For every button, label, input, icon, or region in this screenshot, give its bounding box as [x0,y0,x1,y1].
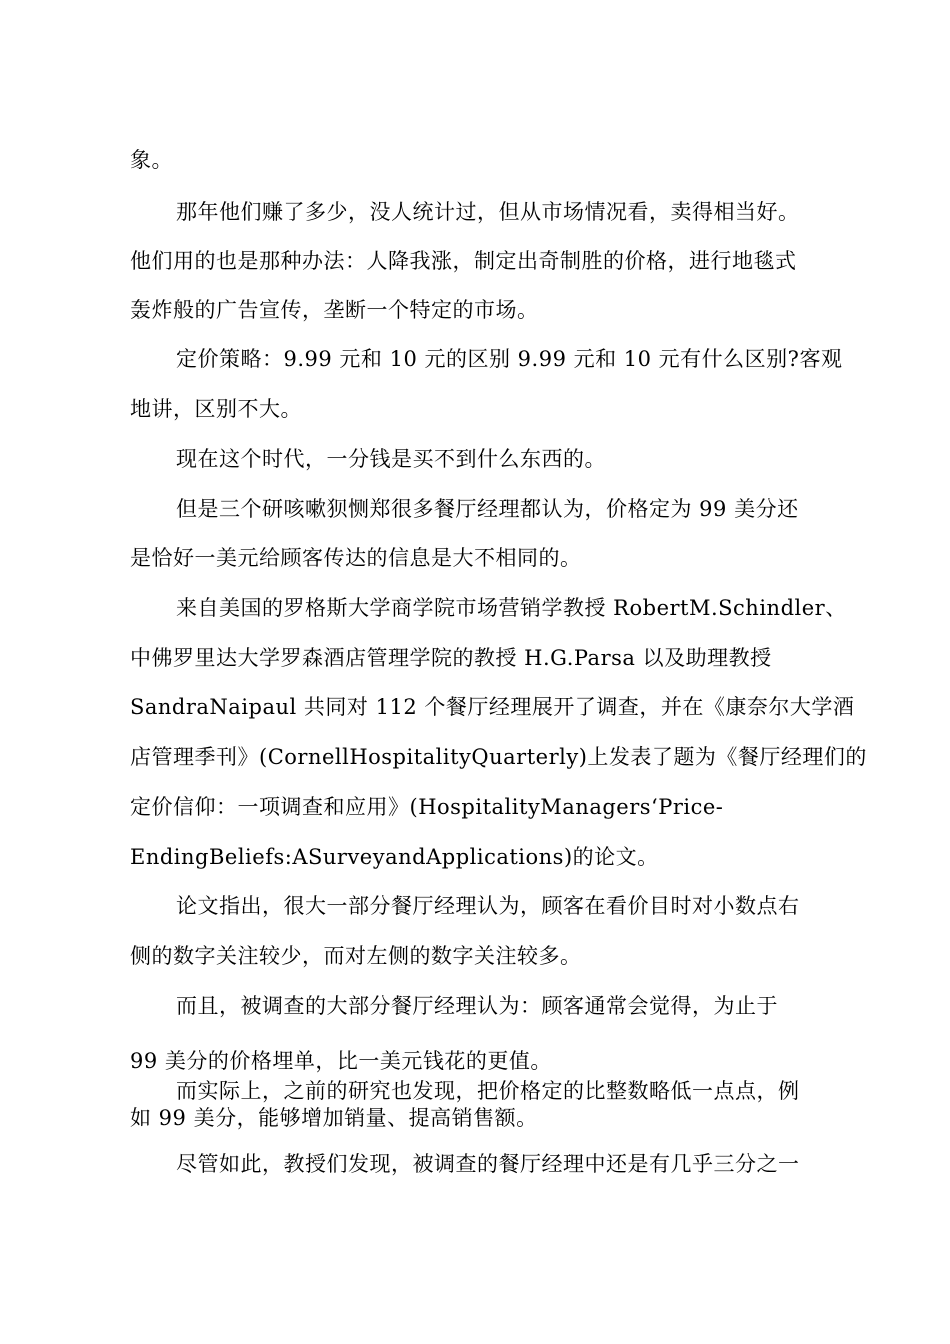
text-line-17: 侧的数字关注较少，而对左侧的数字关注较多。 [130,944,582,968]
text-line-3: 他们用的也是那种办法：人降我涨，制定出奇制胜的价格，进行地毯式 [130,249,797,273]
text-line-14: 定价信仰：一项调查和应用》(HospitalityManagers‘Price- [130,795,724,819]
text-line-20: 而实际上，之前的研究也发现，把价格定的比整数略低一点点，例 [176,1079,800,1103]
text-line-11: 中佛罗里达大学罗森酒店管理学院的教授 H.G.Parsa 以及助理教授 [130,646,772,670]
text-line-5: 定价策略：9.99 元和 10 元的区别 9.99 元和 10 元有什么区别?客观 [176,347,843,371]
text-line-1: 象。 [130,148,173,172]
text-line-15: EndingBeliefs:ASurveyandApplications)的论文。 [130,845,659,869]
text-line-18: 而且，被调查的大部分餐厅经理认为：顾客通常会觉得，为止于 [176,994,778,1018]
text-line-21: 如 99 美分，能够增加销量、提高销售额。 [130,1106,538,1130]
text-line-9: 是恰好一美元给顾客传达的信息是大不相同的。 [130,546,582,570]
text-line-22: 尽管如此，教授们发现，被调查的餐厅经理中还是有几乎三分之一 [176,1152,800,1176]
text-line-16: 论文指出，很大一部分餐厅经理认为，顾客在看价目时对小数点右 [176,894,800,918]
text-line-2: 那年他们赚了多少，没人统计过，但从市场情况看，卖得相当好。 [176,200,800,224]
text-line-8: 但是三个研咳嗽狈恻郑很多餐厅经理都认为，价格定为 99 美分还 [176,497,799,521]
text-line-6: 地讲，区别不大。 [130,397,302,421]
text-line-4: 轰炸般的广告宣传，垄断一个特定的市场。 [130,298,539,322]
text-line-12: SandraNaipaul 共同对 112 个餐厅经理展开了调查，并在《康奈尔大学酒 [130,695,855,719]
text-line-19: 99 美分的价格埋单，比一美元钱花的更值。 [130,1049,552,1073]
text-line-13: 店管理季刊》(CornellHospitalityQuarterly)上发表了题为《餐厅经理们的 [130,745,867,769]
text-line-10: 来自美国的罗格斯大学商学院市场营销学教授 RobertM.Schindler、 [176,596,847,620]
text-line-7: 现在这个时代，一分钱是买不到什么东西的。 [176,447,606,471]
